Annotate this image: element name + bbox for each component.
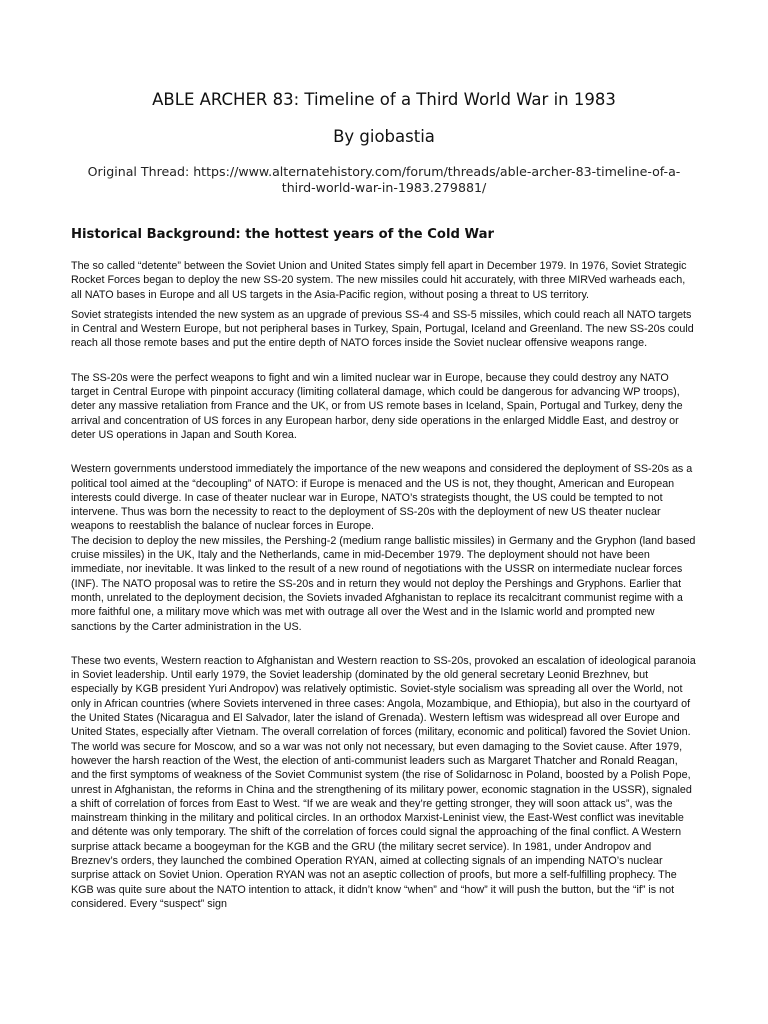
document-title: ABLE ARCHER 83: Timeline of a Third World War in 1983 <box>152 90 616 109</box>
author-line: By giobastia <box>333 127 435 146</box>
paragraph-detente: The so called “detente” between the Soviet Union and United States simply fell apart in December 1979. In 1976, Soviet Strategic Rocket Forces began to deploy the new SS-20 system. The new missiles could hit accurately, with three MIRVed warheads each, all NATO bases in Europe and all US targets in the Asia-Pacific region, without posing a threat to US territory. <box>71 260 687 301</box>
body-text <box>71 259 698 911</box>
paragraph-soviet-strategists: Soviet strategists intended the new system as an upgrade of previous SS-4 and SS-5 missiles, which could reach all NATO targets in Central and Western Europe, but not peripheral bases in Turkey, Spain, Portugal, Iceland and Greenland. The new SS-20s could reach all those remote bases and put the entire depth of NATO forces inside the Soviet nuclear offensive weapons range. <box>71 308 694 350</box>
original-thread-line: Original Thread: https://www.alternatehistory.com/forum/threads/able-archer-83-timeline-of-a-third-world-war-in-1983.279881/ <box>87 164 681 195</box>
section-heading: Historical Background: the hottest years of the Cold War <box>71 227 494 242</box>
paragraph-deployment-decision: The decision to deploy the new missiles, the Pershing-2 (medium range ballistic missiles) in Germany and the Gryphon (land based cruise missiles) in the UK, Italy and the Netherlands, came in mid-December 1979. The deployment should not have been immediate, nor inevitable. It was linked to the result of a new round of negotiations with the USSR on intermediate nuclear forces (INF). The NATO proposal was to retire the SS-20s and in return they would not deploy the Pershings and Gryphons. Earlier that month, unrelated to the deployment decision, the Soviets invaded Afghanistan to replace its recalcitrant communist regime with a more faithful one, a military move which was met with outrage all over the West and in the Islamic world and prompted new sanctions by the Carter administration in the US. <box>71 534 696 633</box>
paragraph-ss20-weapons: The SS-20s were the perfect weapons to fight and win a limited nuclear war in Europe, because they could destroy any NATO target in Central Europe with pinpoint accuracy (limiting collateral damage, which could be dangerous for advancing WP troops), deter any massive retaliation from France and the UK, or from US remote bases in Iceland, Spain, Portugal and Turkey, deny the arrival and concentration of US forces in any European harbor, deny side operations in the enlarged Middle East, and destroy or deter US operations in Japan and South Korea. <box>71 371 683 441</box>
paragraph-two-events: These two events, Western reaction to Afghanistan and Western reaction to SS-20s, provoked an escalation of ideological paranoia in Soviet leadership. Until early 1979, the Soviet leadership (dominated by the old general secretary Leonid Brezhnev, but especially by KGB president Yuri Andropov) was relatively optimistic. Soviet-style socialism was spreading all over the World, not only in African countries (where Soviets intervened in three cases: Angola, Mozambique, and Ethiopia), but also in the courtyard of the United States (Nicaragua and El Salvador, later the island of Grenada). Western leftism was widespread all over Europe and United States, especially after Vietnam. The overall correlation of forces (military, economic and political) favored the Soviet Union. The world was secure for Moscow, and so a war was not only not necessary, but even damaging to the Soviet cause. After 1979, however the harsh reaction of the West, the election of anti-communist leaders such as Margaret Thatcher and Ronald Reagan, and the first symptoms of weakness of the Soviet Communist system (the rise of Solidarnosc in Poland, boosted by a Polish Pope, unrest in Afghanistan, the reforms in China and the strengthening of its military power, economic stagnation in the USSR), signaled a shift of correlation of forces from East to West. “If we are weak and they’re getting stronger, they will soon attack us”, was the mainstream thinking in the military and political circles. In an orthodox Marxist-Leninist view, the East-West conflict was inevitable and détente was only temporary. The shift of the correlation of forces could signal the approaching of the final conflict. A Western surprise attack became a boogeyman for the KGB and the GRU (the military secret service). In 1981, under Andropov and Breznev’s orders, they launched the combined Operation RYAN, aimed at collecting signals of an impending NATO’s nuclear surprise attack on Soviet Union. Operation RYAN was not an aseptic collection of proofs, but more a self-fulfilling prophecy. The KGB was quite sure about the NATO intention to attack, it didn’t know “when” and “how” it will push the button, but the “if” is not considered. Every “suspect” sign <box>71 654 696 910</box>
paragraph-western-governments: Western governments understood immediately the importance of the new weapons and considered the deployment of SS-20s as a political tool aimed at the “decoupling” of NATO: if Europe is menaced and the US is not, they thought, American and European interests could diverge. In case of theater nuclear war in Europe, NATO’s strategists thought, the US could be tempted to not intervene. Thus was born the necessity to react to the deployment of SS-20s with the deployment of new US theater nuclear weapons to reestablish the balance of nuclear forces in Europe. <box>71 463 693 533</box>
